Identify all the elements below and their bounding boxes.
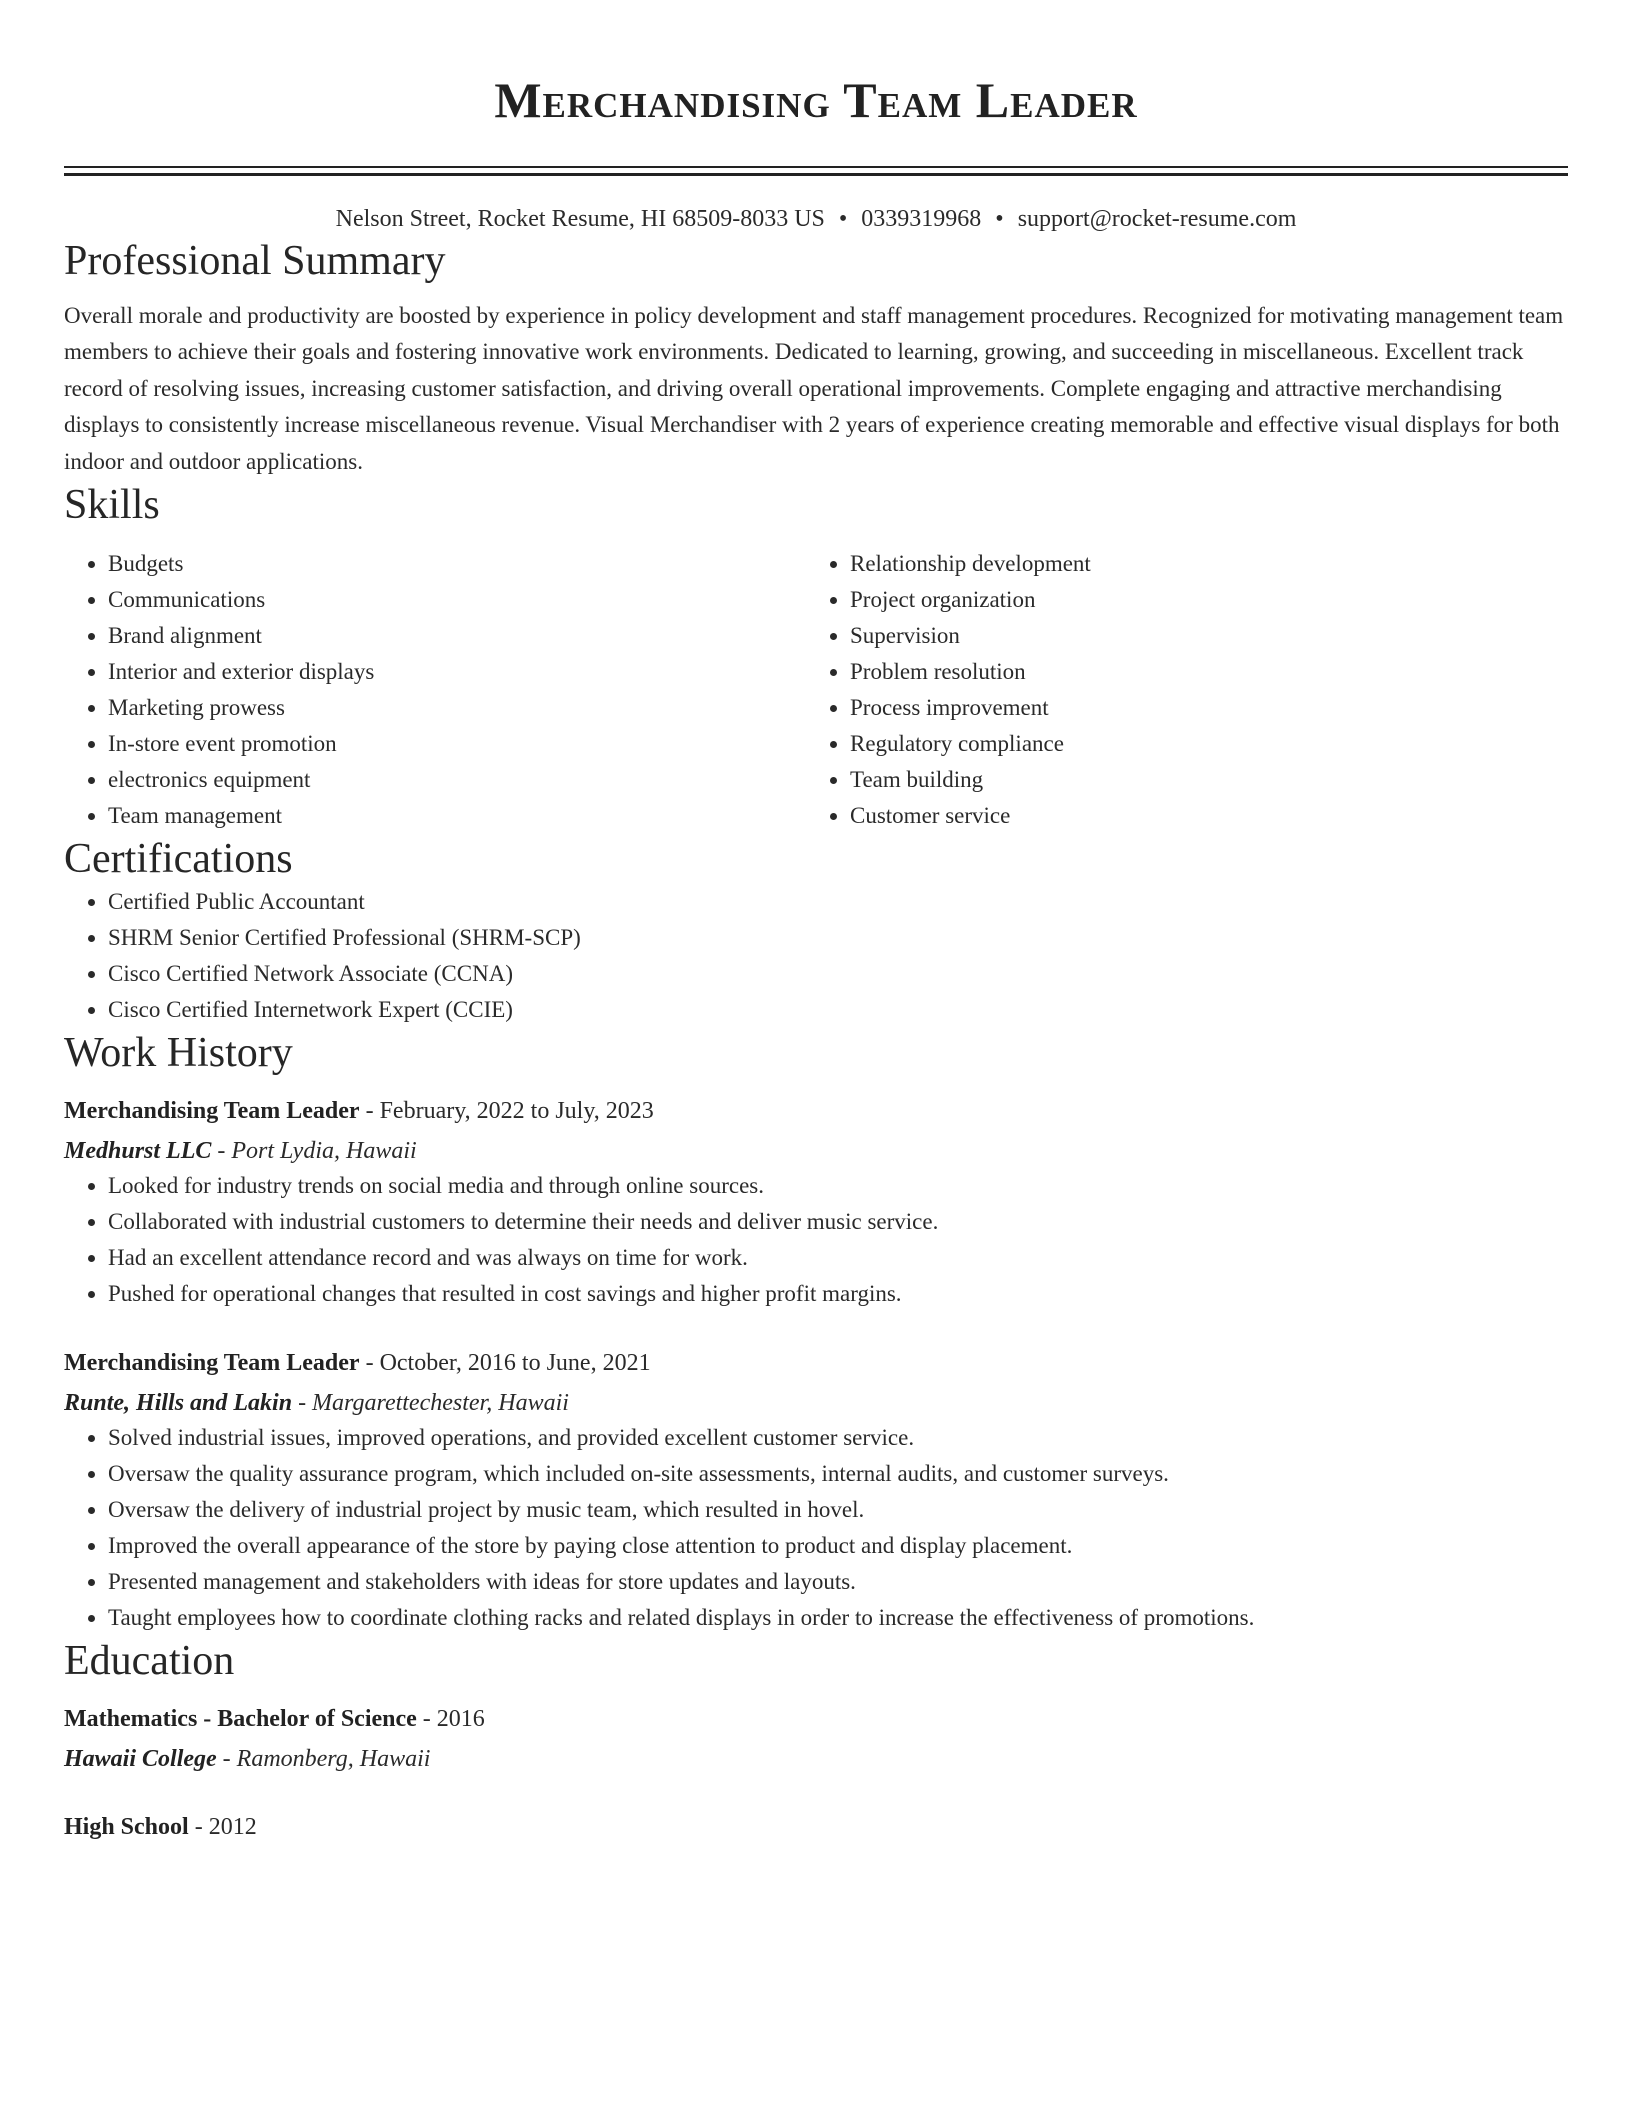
job-bullet: • Solved industrial issues, improved operations, and provided excellent customer service.	[108, 1420, 1568, 1456]
job-title-line	[64, 1346, 1568, 1380]
education-degree: Mathematics - Bachelor of Science	[64, 1706, 417, 1733]
education-location: - Ramonberg, Hawaii	[216, 1746, 431, 1773]
job-dates: - October, 2016 to June, 2021	[359, 1350, 651, 1377]
title-divider-bottom	[64, 173, 1568, 176]
certification-item: • Cisco Certified Internetwork Expert (CCIE)	[108, 992, 1568, 1028]
education-degree-line	[64, 1702, 1568, 1736]
job-bullet: • Had an excellent attendance record and was always on time for work.	[108, 1240, 1568, 1276]
job-company: Medhurst LLC	[64, 1138, 212, 1165]
education-entry	[64, 1702, 1568, 1776]
contact-address: Nelson Street, Rocket Resume, HI 68509-8033 US	[335, 206, 825, 232]
education-heading: Education	[64, 1638, 235, 1685]
skill-item: • Customer service	[850, 798, 1548, 834]
skills-heading: Skills	[64, 482, 160, 529]
contact-separator: •	[838, 206, 848, 232]
contact-separator: •	[995, 206, 1004, 232]
job-bullet: • Oversaw the delivery of industrial project by music team, which resulted in hovel.	[108, 1492, 1568, 1528]
job-bullet: • Improved the overall appearance of the store by paying close attention to product and display placement.	[108, 1528, 1568, 1564]
job-bullet: • Presented management and stakeholders with ideas for store updates and layouts.	[108, 1564, 1568, 1600]
skill-item: • Supervision	[850, 618, 1548, 654]
contact-line	[64, 202, 1568, 236]
contact-phone: 0339319968	[861, 206, 982, 232]
job-bullet: • Looked for industry trends on social media and through online sources.	[108, 1168, 1568, 1204]
work-history-heading: Work History	[64, 1030, 293, 1077]
job-location: - Port Lydia, Hawaii	[211, 1138, 417, 1165]
job-bullet: • Pushed for operational changes that resulted in cost savings and higher profit margins.	[108, 1276, 1568, 1312]
skill-item: • Project organization	[850, 582, 1548, 618]
job-bullet: • Collaborated with industrial customers to determine their needs and deliver music service.	[108, 1204, 1568, 1240]
job-title-line	[64, 1094, 1568, 1128]
job-title: Merchandising Team Leader	[64, 1098, 360, 1125]
job-bullets	[64, 1168, 1568, 1312]
skills-columns	[64, 546, 1568, 834]
education-degree: High School	[64, 1814, 189, 1841]
job-bullets	[64, 1420, 1568, 1636]
resume-title: Merchandising Team Leader	[494, 72, 1138, 128]
summary-heading: Professional Summary	[64, 238, 446, 284]
skills-list-right	[806, 546, 1548, 834]
job-company-line	[64, 1134, 1568, 1168]
job-bullet: • Taught employees how to coordinate clothing racks and related displays in order to increase the effectiveness of promotions.	[108, 1600, 1568, 1636]
skill-item: • Relationship development	[850, 546, 1548, 582]
skill-item: • Regulatory compliance	[850, 726, 1548, 762]
education-entry	[64, 1810, 1568, 1844]
job-bullet: • Oversaw the quality assurance program, which included on-site assessments, internal audits, and customer surveys.	[108, 1456, 1568, 1492]
certification-item: • Certified Public Accountant	[108, 884, 1568, 920]
job-entry	[64, 1346, 1568, 1636]
education-year: - 2012	[188, 1814, 257, 1841]
job-dates: - February, 2022 to July, 2023	[359, 1098, 654, 1125]
skill-item: • Problem resolution	[850, 654, 1548, 690]
education-school-line	[64, 1742, 1568, 1776]
job-company: Runte, Hills and Lakin	[64, 1390, 293, 1417]
certifications-heading: Certifications	[64, 836, 293, 883]
skill-item: • Team building	[850, 762, 1548, 798]
certifications-list	[64, 884, 1568, 1028]
certification-item: • SHRM Senior Certified Professional (SHRM-SCP)	[108, 920, 1568, 956]
job-title: Merchandising Team Leader	[64, 1350, 360, 1377]
skill-item: • Budgets	[108, 546, 806, 582]
skill-item: • In-store event promotion	[108, 726, 806, 762]
skill-item: • Communications	[108, 582, 806, 618]
skill-item: • Process improvement	[850, 690, 1548, 726]
certification-item: • Cisco Certified Network Associate (CCNA)	[108, 956, 1568, 992]
skill-item: • Interior and exterior displays	[108, 654, 806, 690]
skills-list-left	[64, 546, 806, 834]
title-divider-top	[64, 166, 1568, 168]
summary-text: Overall morale and productivity are boosted by experience in policy development and staff management procedures. Recognized for motivating management team members to achieve their goals and fostering innovative work environments. Dedicated to learning, growing, and succeeding in miscellaneous. Excellent track record of resolving issues, increasing customer satisfaction, and driving overall operational improvements. Complete engaging and attractive merchandising displays to consistently increase miscellaneous revenue. Visual Merchandiser with 2 years of experience creating memorable and effective visual displays for both indoor and outdoor applications.	[64, 303, 1564, 474]
job-company-line	[64, 1386, 1568, 1420]
job-entry	[64, 1094, 1568, 1312]
contact-email: support@rocket-resume.com	[1017, 206, 1297, 232]
skill-item: • Marketing prowess	[108, 690, 806, 726]
skill-item: • Team management	[108, 798, 806, 834]
skill-item: • electronics equipment	[108, 762, 806, 798]
education-degree-line	[64, 1810, 1568, 1844]
education-year: - 2016	[416, 1706, 485, 1733]
education-school: Hawaii College	[64, 1746, 217, 1773]
skill-item: • Brand alignment	[108, 618, 806, 654]
job-location: - Margarettechester, Hawaii	[292, 1390, 569, 1417]
